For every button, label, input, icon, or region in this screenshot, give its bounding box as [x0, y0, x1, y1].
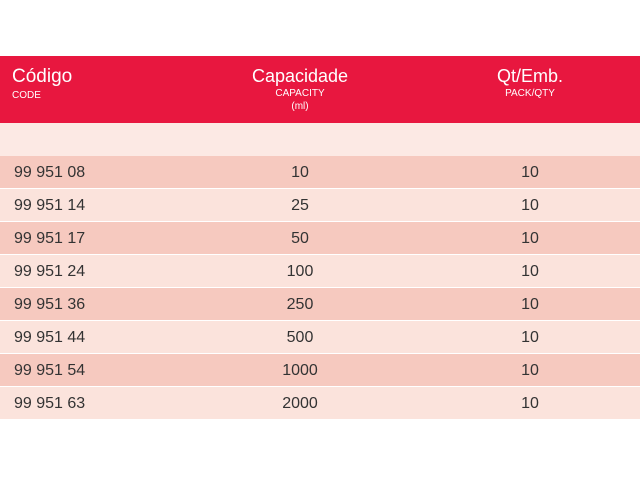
- table-row: [0, 288, 640, 321]
- cell-qty: 10: [521, 197, 539, 214]
- cell-capacity: 25: [291, 197, 309, 214]
- cell-capacity: 100: [286, 263, 314, 280]
- table-row: [0, 189, 640, 222]
- cell-qty: 10: [521, 164, 539, 181]
- cell-capacity: 50: [291, 230, 309, 247]
- cell-qty: 10: [521, 329, 539, 346]
- table-row: [0, 222, 640, 255]
- table-row: [0, 321, 640, 354]
- header-capacity-unit: (ml): [291, 101, 309, 112]
- header-qty: [430, 65, 630, 100]
- product-table: [0, 56, 640, 420]
- header-spacer-row: [0, 123, 640, 156]
- cell-code: 99 951 54: [14, 362, 86, 379]
- cell-code: 99 951 44: [14, 329, 86, 346]
- header-capacity-title: Capacidade: [251, 66, 349, 86]
- cell-qty: 10: [521, 395, 539, 412]
- cell-capacity: 250: [286, 296, 314, 313]
- cell-qty: 10: [521, 263, 539, 280]
- cell-qty: 10: [521, 230, 539, 247]
- cell-qty: 10: [521, 296, 539, 313]
- header-qty-title: Qt/Emb.: [496, 66, 563, 86]
- table-header: [0, 56, 640, 123]
- cell-code: 99 951 36: [14, 296, 86, 313]
- cell-code: 99 951 63: [14, 395, 86, 412]
- cell-code: 99 951 24: [14, 263, 86, 280]
- cell-capacity: 1000: [282, 362, 318, 379]
- cell-code: 99 951 08: [14, 164, 86, 181]
- header-code-title: Código: [12, 66, 73, 87]
- table-row: [0, 255, 640, 288]
- cell-capacity: 2000: [282, 395, 318, 412]
- table-row: [0, 387, 640, 420]
- table-row: [0, 156, 640, 189]
- cell-code: 99 951 17: [14, 230, 86, 247]
- header-capacity-subtitle: CAPACITY: [275, 88, 325, 99]
- cell-qty: 10: [521, 362, 539, 379]
- header-qty-subtitle: PACK/QTY: [505, 88, 555, 99]
- cell-code: 99 951 14: [14, 197, 86, 214]
- header-capacity: [200, 65, 400, 113]
- header-code-subtitle: CODE: [12, 90, 41, 101]
- cell-capacity: 10: [291, 164, 309, 181]
- cell-capacity: 500: [286, 329, 314, 346]
- table-row: [0, 354, 640, 387]
- header-code: [12, 65, 72, 102]
